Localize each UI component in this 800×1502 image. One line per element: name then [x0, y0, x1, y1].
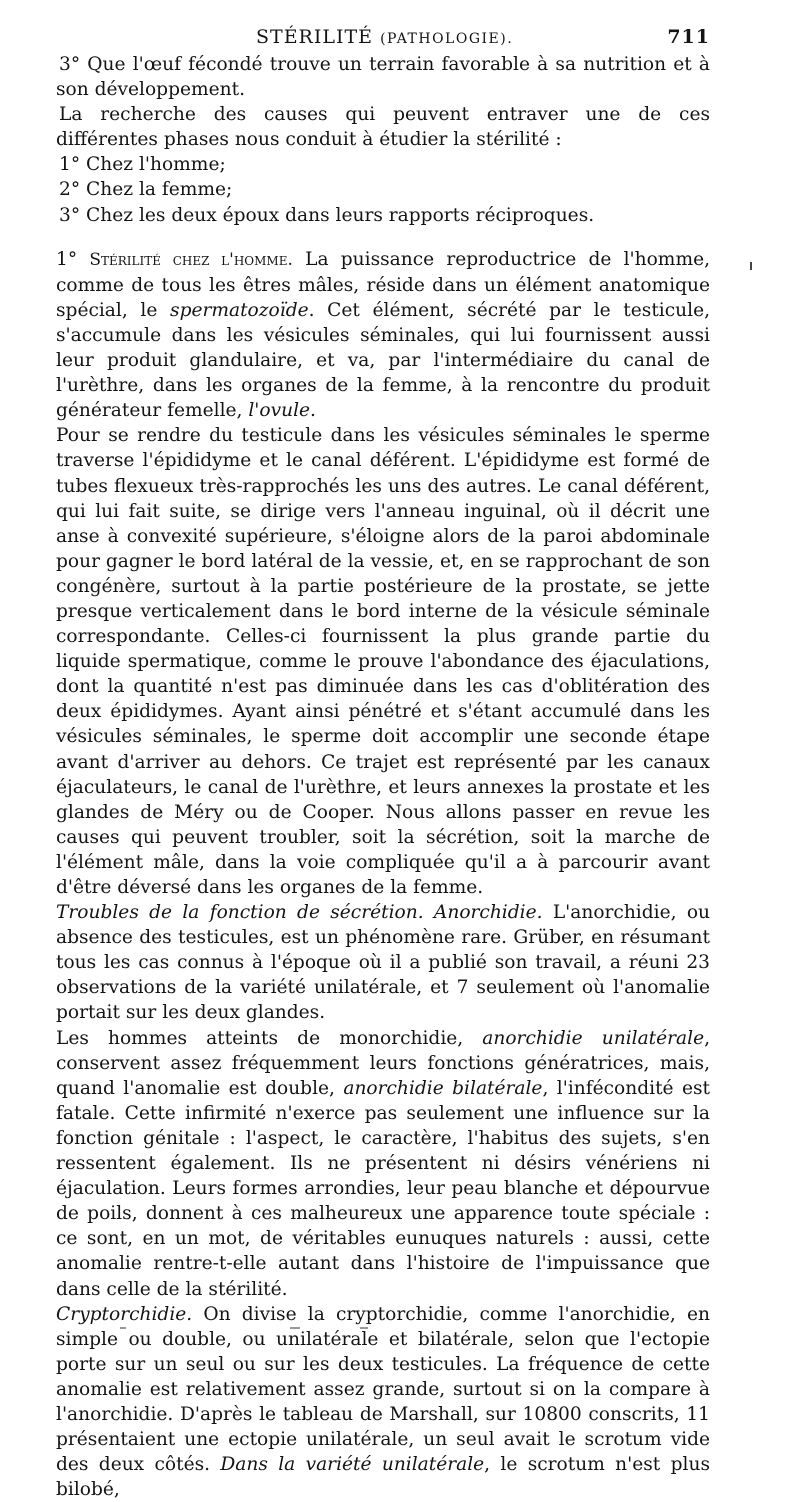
- list-item: 3° Chez les deux époux dans leurs rapports réciproques.: [59, 204, 595, 226]
- scan-speckle: [120, 1327, 126, 1329]
- running-header: [56, 26, 710, 52]
- scan-speckle: [360, 1327, 368, 1329]
- page-number: 711: [667, 26, 710, 48]
- subheading-cryptorchidie: Cryptorchidie.: [56, 1303, 193, 1325]
- intro-list: [56, 152, 710, 227]
- section-sterility-man: 1° Stérilité chez l'homme. La puissance reproductrice de l'homme, comme de tous les êtres mâles, réside dans un élément anatomique spécial, le spermatozoïde. Cet élément, sécrété par le testicule, s'accumule dans les vésicules séminales, qui lui fournissent aussi leur produit glandulaire, et va, par l'intermédiaire du canal de l'urèthre, dans les organes de la femme, à la rencontre du produit générateur femelle, l'ovule.: [56, 248, 710, 422]
- running-subtitle: (PATHOLOGIE).: [380, 31, 514, 47]
- paragraph-anorchidie: Troubles de la fonction de sécrétion. Anorchidie. L'anorchidie, ou absence des testicules, est un phénomène rare. Grüber, en résumant tous les cas connus à l'époque où il a publié son travail, a réuni 23 observations de la variété unilatérale, et 7 seulement où l'anomalie portait sur les deux glandes.: [56, 902, 710, 1024]
- section-heading: Stérilité chez l'homme.: [89, 249, 293, 270]
- subheading-secretion: Troubles de la fonction de sécrétion.: [56, 902, 424, 924]
- intro-item-3: 3° Que l'œuf fécondé trouve un terrain favorable à sa nutrition et à son développement.: [56, 54, 710, 101]
- section-number: 1°: [56, 248, 78, 270]
- scan-mark: [750, 262, 752, 270]
- subheading-anorchidie: Anorchidie.: [433, 902, 543, 924]
- paragraph-spermatic-path: Pour se rendre du testicule dans les vésicules séminales le sperme traverse l'épididyme et le canal déférent. L'épididyme est formé de tubes flexueux très-rapprochés les uns des autres. Le canal déférent, qui lui fait suite, se dirige vers l'anneau inguinal, où il décrit une anse à convexité supérieure, s'éloigne alors de la paroi abdominale pour gagner le bord latéral de la vessie, et, en se rapprochant de son congénère, surtout à la partie postérieure de la prostate, se jette presque verticalement dans le bord interne de la vésicule séminale correspondante. Celles-ci fournissent la plus grande partie du liquide spermatique, comme le prouve l'abondance des éjaculations, dont la quantité n'est pas diminuée dans les cas d'oblitération des deux épididymes. Ayant ainsi pénétré et s'étant accumulé dans les vésicules séminales, le sperme doit accomplir une seconde étape avant d'arriver au dehors. Ce trajet est représenté par les canaux éjaculateurs, le canal de l'urèthre, et leurs annexes la prostate et les glandes de Méry ou de Cooper. Nous allons passer en revue les causes qui peuvent troubler, soit la sécrétion, soit la marche de l'élément mâle, dans la voie compliquée qu'il a à parcourir avant d'être déversé dans les organes de la femme.: [56, 425, 710, 898]
- book-page: [56, 26, 710, 1502]
- list-item: 2° Chez la femme;: [59, 179, 233, 201]
- paragraph-cryptorchidie: Cryptorchidie. On divise la cryptorchidie, comme l'anorchidie, en simple ou double, ou unilatérale et bilatérale, selon que l'ectopie porte sur un seul ou sur les deux testicules. La fréquence de cette anomalie est relativement assez grande, surtout si on la compare à l'anorchidie. D'après le tableau de Marshall, sur 10800 conscrits, 11 présentaient une ectopie unilatérale, un seul avait le scrotum vide des deux côtés. Dans la variété unilatérale, le scrotum n'est plus bilobé,: [56, 1303, 710, 1501]
- scan-speckle: [290, 1327, 300, 1329]
- intro-paragraph: La recherche des causes qui peuvent entraver une de ces différentes phases nous conduit à étudier la stérilité :: [56, 104, 710, 151]
- list-item: 1° Chez l'homme;: [59, 154, 226, 176]
- running-title: STÉRILITÉ (PATHOLOGIE).: [256, 26, 514, 48]
- paragraph-monorchidie: Les hommes atteints de monorchidie, anorchidie unilatérale, conservent assez fréquemment leurs fonctions génératrices, mais, quand l'anomalie est double, anorchidie bilatérale, l'infécondité est fatale. Cette infirmité n'exerce pas seulement une influence sur la fonction génitale : l'aspect, le caractère, l'habitus des sujets, s'en ressentent également. Ils ne présentent ni désirs vénériens ni éjaculation. Leurs formes arrondies, leur peau blanche et dépourvue de poils, donnent à ces malheureux une apparence toute spéciale : ce sont, en un mot, de véritables eunuques naturels : aussi, cette anomalie rentre-t-elle autant dans l'histoire de l'impuissance que dans celle de la stérilité.: [56, 1027, 711, 1300]
